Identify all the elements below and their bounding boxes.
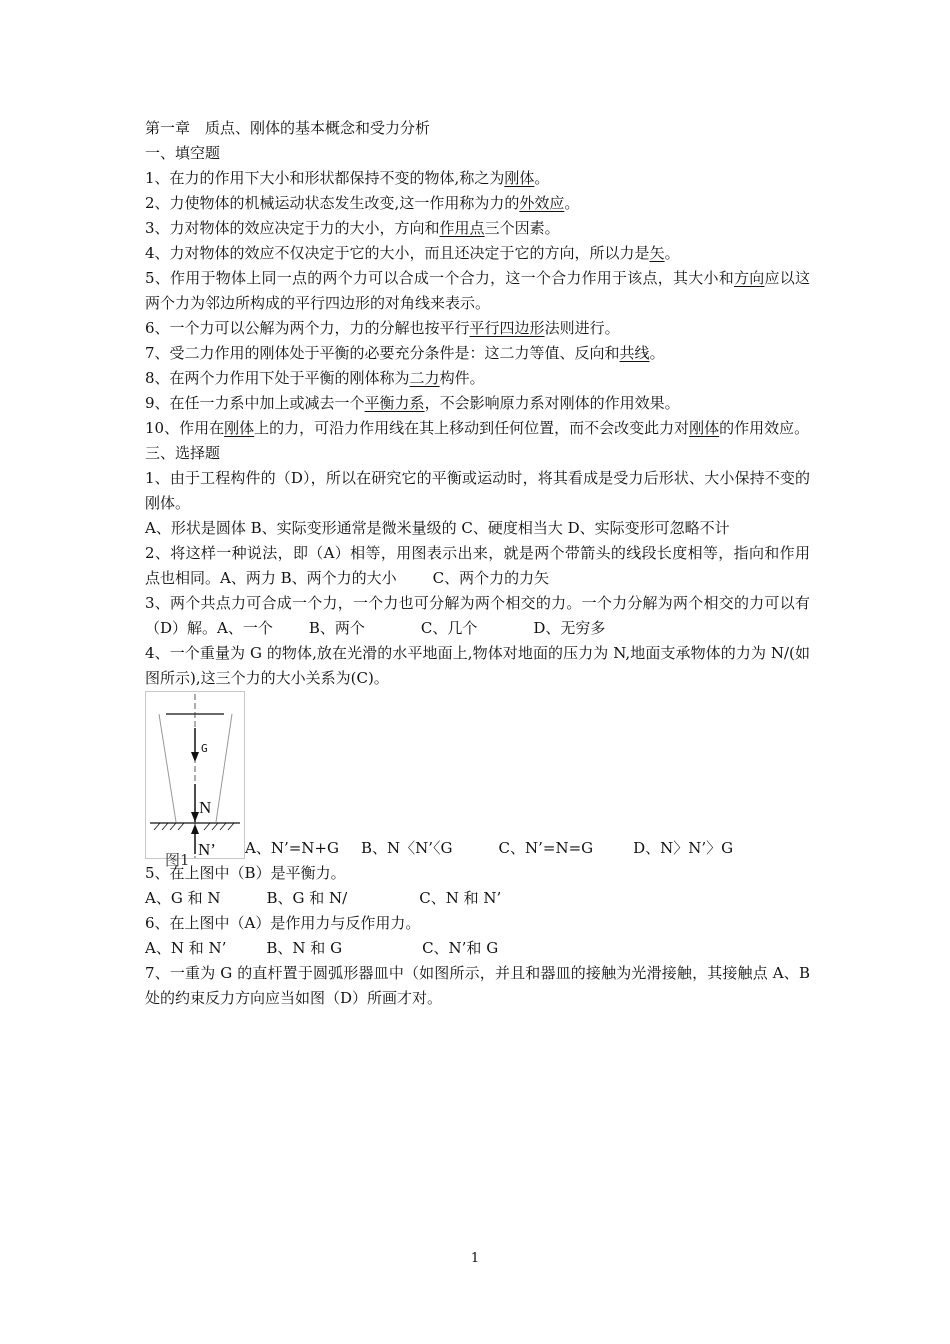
choice-question-5-options	[145, 886, 810, 911]
g-label: G	[201, 742, 208, 755]
choice-question-3	[145, 591, 810, 641]
question-text: 2、将这样一种说法，即（A）相等，用图表示出来，就是两个带箭头的线段长度相等，指向和作用点也相同。A、两力 B、两个力的大小	[145, 544, 810, 587]
fill-question-2	[145, 191, 810, 216]
question-text: 10、作用在	[145, 419, 225, 437]
n-label: N	[199, 798, 212, 817]
answer-underlined: 二力	[409, 369, 440, 387]
question-text: 5、作用于物体上同一点的两个力可以合成一个合力，这一个合力作用于该点，其大小和	[145, 269, 734, 287]
question-text: 构件。	[439, 369, 485, 387]
page-content	[145, 116, 810, 1011]
option-text: C、N’和 G	[422, 939, 499, 957]
question-text: 3、力对物体的效应决定于力的大小，方向和	[145, 219, 440, 237]
question-text: 。	[534, 169, 550, 187]
answer-underlined: 刚体	[504, 169, 535, 187]
fill-question-4	[145, 241, 810, 266]
n-prime-arrowhead	[191, 824, 199, 834]
g-arrowhead	[191, 752, 199, 762]
question-text: 法则进行。	[544, 319, 620, 337]
fill-question-1	[145, 166, 810, 191]
choice-question-4-options	[245, 836, 733, 861]
n-prime-label: N’	[198, 840, 216, 858]
option-text: D、N〉N’〉G	[633, 839, 734, 857]
fill-question-10	[145, 416, 810, 441]
choice-question-6-options	[145, 936, 810, 961]
question-text: 三个因素。	[484, 219, 560, 237]
answer-underlined: 作用点	[439, 219, 485, 237]
force-diagram-figure	[145, 691, 245, 859]
question-text: 3、两个共点力可合成一个力，一个力也可分解为两个相交的力。一个力分解为两个相交的力可以有（D）解。A、一个	[145, 594, 810, 637]
option-text: B、N〈N’〈G	[360, 839, 453, 857]
fill-question-9	[145, 391, 810, 416]
question-text: ，不会影响原力系对刚体的作用效果。	[424, 394, 680, 412]
chapter-title: 第一章 质点、刚体的基本概念和受力分析	[145, 119, 431, 137]
question-text: 8、在两个力作用下处于平衡的刚体称为	[145, 369, 410, 387]
question-text: 5、在上图中（B）是平衡力。	[145, 864, 346, 882]
choice-question-1: 1、由于工程构件的（D），所以在研究它的平衡或运动时，将其看成是受力后形状、大小保持不变的刚体。	[145, 469, 810, 512]
fill-question-6	[145, 316, 810, 341]
fill-question-5	[145, 266, 810, 316]
force-diagram	[146, 692, 244, 858]
answer-underlined: 矢	[649, 244, 665, 262]
fill-question-3	[145, 216, 810, 241]
question-text: 1、在力的作用下大小和形状都保持不变的物体,称之为	[145, 169, 505, 187]
choice-question-4: 4、一个重量为 G 的物体,放在光滑的水平地面上,物体对地面的压力为 N,地面支承物体的力为 N/(如图所示),这三个力的大小关系为(C)。	[145, 644, 810, 687]
answer-underlined: 外效应	[519, 194, 565, 212]
option-text: C、N’=N=G	[498, 839, 594, 857]
option-text: C、N 和 N’	[419, 889, 502, 907]
question-text: 6、一个力可以公解为两个力，力的分解也按平行	[145, 319, 470, 337]
choice-question-7: 7、一重为 G 的直杆置于圆弧形器皿中（如图所示，并且和器皿的接触为光滑接触，其接触点 A、B 处的约束反力方向应当如图（D）所画才对。	[145, 964, 810, 1007]
answer-underlined: 刚体	[689, 419, 720, 437]
option-text: B、两个	[308, 619, 365, 637]
n-arrowhead	[191, 812, 199, 822]
option-text: A、N 和 N’	[145, 939, 227, 957]
answer-underlined: 平行四边形	[469, 319, 545, 337]
option-text: C、几个	[420, 619, 478, 637]
answer-underlined: 共线	[619, 344, 650, 362]
question-text: 9、在任一力系中加上或减去一个	[145, 394, 365, 412]
question-text: 上的力，可沿力作用线在其上移动到任何位置，而不会改变此力对	[254, 419, 690, 437]
body-outline-left	[159, 714, 176, 822]
choice-question-6: 6、在上图中（A）是作用力与反作用力。	[145, 914, 421, 932]
answer-underlined: 平衡力系	[364, 394, 425, 412]
figure-caption: 图1	[165, 851, 190, 869]
option-text: C、两个力的力矢	[432, 569, 550, 587]
fill-question-7	[145, 341, 810, 366]
question-text: 。	[664, 244, 680, 262]
page-number: 1	[470, 1251, 480, 1266]
question-text: 。	[564, 194, 580, 212]
answer-underlined: 方向	[734, 269, 765, 287]
fill-question-8	[145, 366, 810, 391]
option-text: A、N’=N+G	[245, 839, 339, 857]
question-text: 2、力使物体的机械运动状态发生改变,这一作用称为力的	[145, 194, 520, 212]
option-text: B、N 和 G	[266, 939, 343, 957]
option-text: A、G 和 N	[145, 889, 221, 907]
answer-underlined: 刚体	[224, 419, 255, 437]
choice-question-2	[145, 541, 810, 591]
figure-row	[145, 691, 810, 861]
option-text: D、无穷多	[533, 619, 606, 637]
question-text: 。	[649, 344, 665, 362]
question-text: 的作用效应。	[719, 419, 810, 437]
question-text: 4、力对物体的效应不仅决定于它的大小，而且还决定于它的方向，所以力是	[145, 244, 650, 262]
section-heading-choice: 三、选择题	[145, 444, 221, 462]
question-text: 7、受二力作用的刚体处于平衡的必要充分条件是：这二力等值、反向和	[145, 344, 620, 362]
choice-question-1-options: A、形状是圆体 B、实际变形通常是微米量级的 C、硬度相当大 D、实际变形可忽略不计	[145, 519, 730, 537]
option-text: B、G 和 N/	[266, 889, 348, 907]
choice-question-5	[145, 851, 810, 886]
section-heading-fill: 一、填空题	[145, 144, 221, 162]
body-outline-right	[216, 714, 232, 822]
question-text: 应以这两个力为邻边所构成的平行四边形的对角线来表示。	[145, 269, 810, 312]
